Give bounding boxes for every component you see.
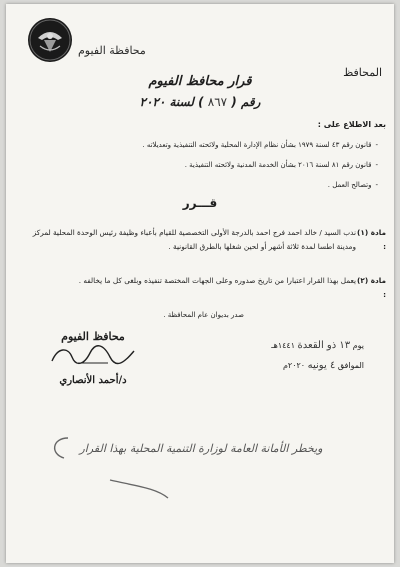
- decree-title: قرار محافظ الفيوم: [148, 74, 252, 89]
- signatory-name: د/أحمد الأنصاري: [59, 375, 127, 386]
- decree-number-suffix: ) لسنة ٢٠٢٠: [139, 95, 204, 109]
- document-page: [6, 4, 394, 563]
- decree-number-prefix: رقم (: [231, 95, 261, 109]
- signature-scribble: [38, 343, 148, 369]
- gregorian-date-line: الموافق ٤ يونيه ٢٠٢٠م: [282, 360, 364, 371]
- references-list: [28, 136, 378, 196]
- reference-item: -قانون رقم ٤٣ لسنة ١٩٧٩ بشأن نظام الإدارة المحلية ولائحته التنفيذية وتعديلاته .: [142, 141, 378, 149]
- handwritten-underline: [106, 474, 186, 504]
- reference-item: -قانون رقم ٨١ لسنة ٢٠١٦ بشأن الخدمة المدنية ولائحته التنفيذية .: [184, 161, 378, 169]
- office-label: المحافظ: [343, 66, 382, 79]
- hijri-date-line: يوم ١٣ ذو القعدة ١٤٤١هـ: [271, 340, 364, 351]
- article-label: مادة (١) :: [357, 228, 386, 251]
- eagle-icon: [28, 18, 72, 62]
- signatory-title: محافظ الفيوم: [61, 330, 125, 343]
- decision-heading: قـــرر: [182, 196, 218, 210]
- article-label: مادة (٢) :: [357, 276, 386, 299]
- reference-item: -وتصالح العمل .: [327, 181, 378, 189]
- issued-at: صدر بديوان عام المحافظة .: [163, 311, 244, 319]
- governorate-name: محافظة الفيوم: [78, 44, 146, 57]
- handwritten-note: ويخطر الأمانة العامة لوزارة التنمية المحلية بهذا القرار: [79, 442, 323, 455]
- preamble: بعد الاطلاع على :: [317, 120, 386, 129]
- article-2: [16, 274, 386, 302]
- date-block: [271, 336, 364, 376]
- governorate-emblem: [28, 18, 72, 62]
- decree-number: ٨٦٧: [207, 95, 228, 109]
- article-1: [16, 226, 386, 254]
- article-text: ندب السيد / خالد احمد فرج احمد بالدرجة الأولى التخصصية للقيام بأعباء وظيفة رئيس الوحدة المحلية لمركز ومدينة اطسا لمدة ثلاثة أشهر أو لحين شغلها بالطرق القانونية .: [32, 228, 356, 251]
- decree-number-line: [6, 95, 394, 109]
- article-text: يعمل بهذا القرار اعتبارا من تاريخ صدوره وعلى الجهات المختصة تنفيذه وبلغى كل ما يخالفه .: [78, 276, 356, 285]
- signature-block: [38, 330, 148, 386]
